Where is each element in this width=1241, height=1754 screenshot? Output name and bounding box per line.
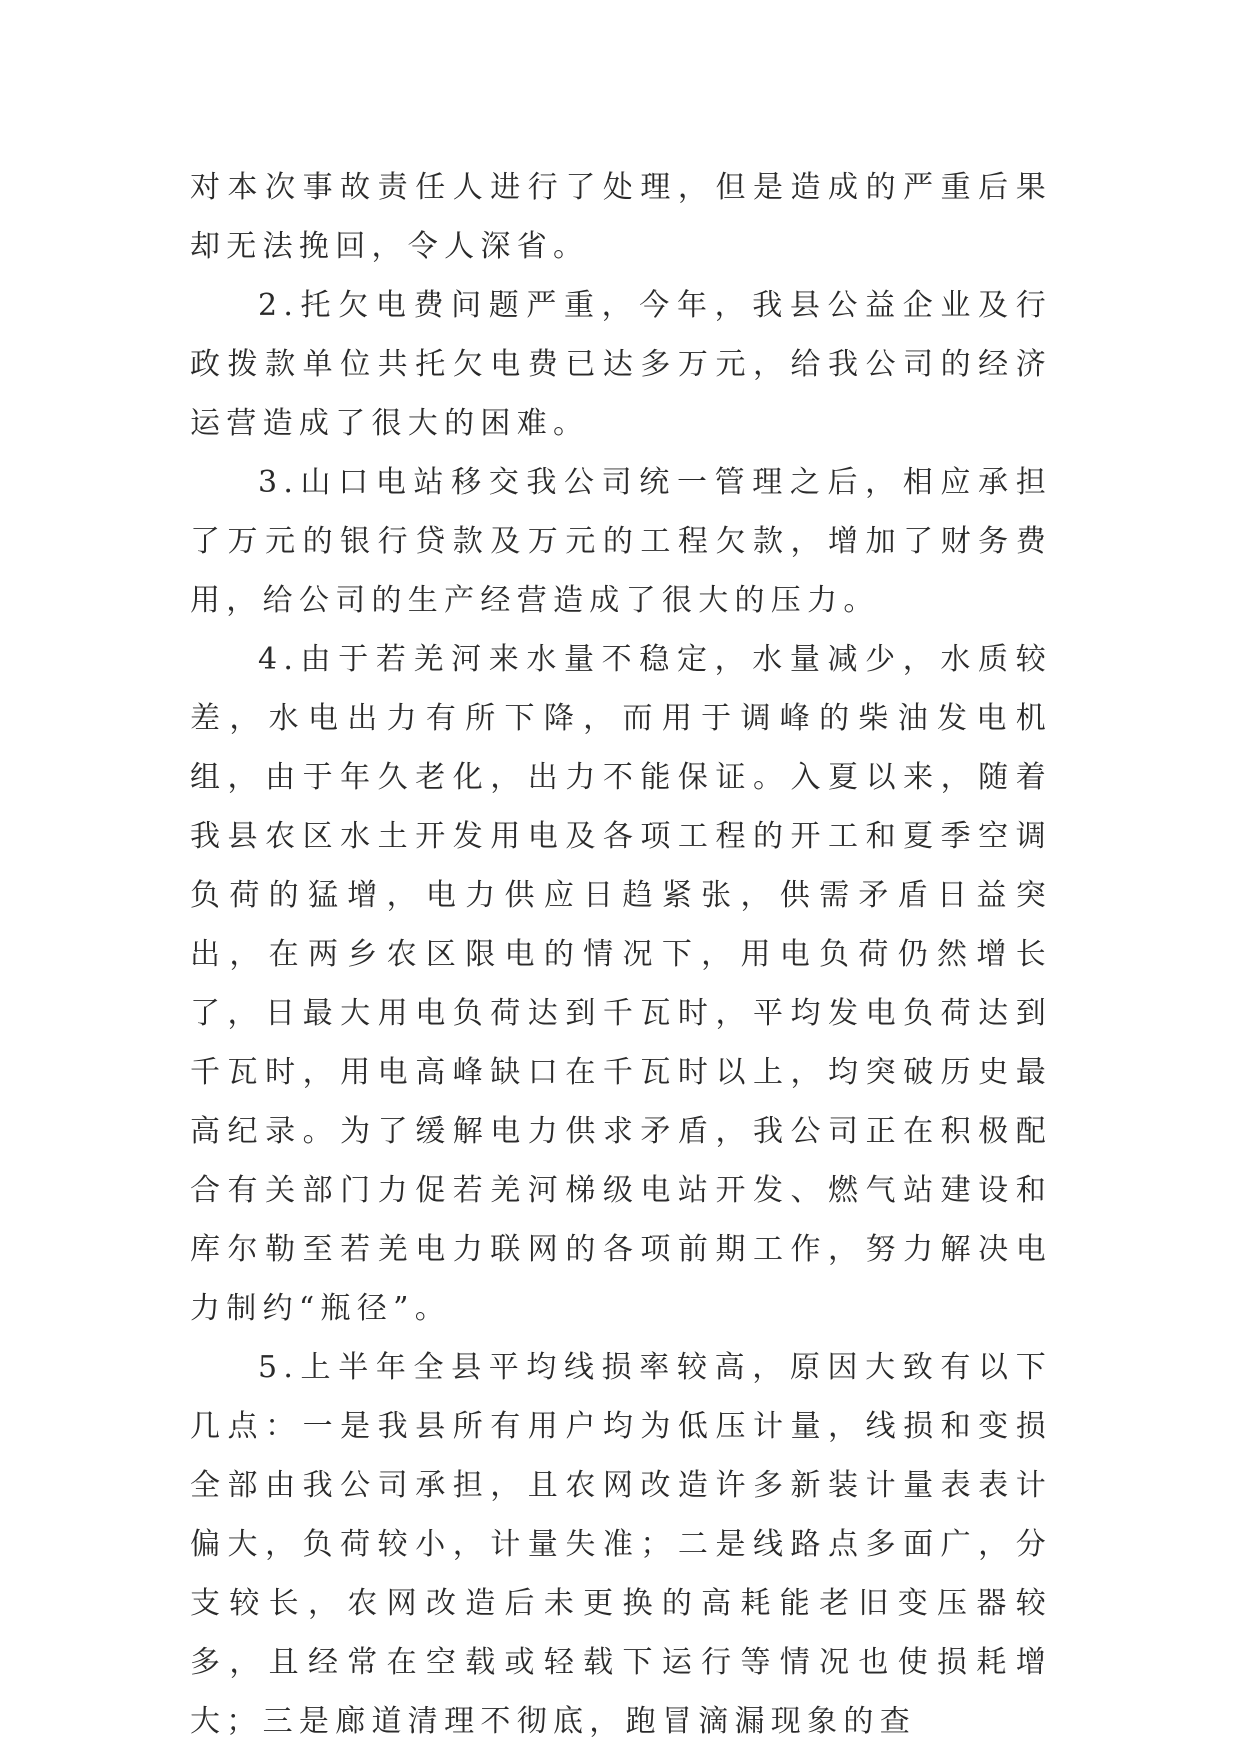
body-text — [190, 158, 1052, 1751]
paragraph-continuation: 对本次事故责任人进行了处理，但是造成的严重后果却无法挽回，令人深省。 — [190, 170, 1052, 264]
paragraph-item-3: 3.山口电站移交我公司统一管理之后，相应承担了万元的银行贷款及万元的工程欠款，增加了财务费用，给公司的生产经营造成了很大的压力。 — [190, 465, 1052, 618]
paragraph-item-2: 2.托欠电费问题严重，今年，我县公益企业及行政拨款单位共托欠电费已达多万元，给我公司的经济运营造成了很大的困难。 — [190, 288, 1052, 441]
paragraph-item-4: 4.由于若羌河来水量不稳定，水量减少，水质较差，水电出力有所下降，而用于调峰的柴油发电机组，由于年久老化，出力不能保证。入夏以来，随着我县农区水土开发用电及各项工程的开工和夏季空调负荷的猛增，电力供应日趋紧张，供需矛盾日益突出，在两乡农区限电的情况下，用电负荷仍然增长了，日最大用电负荷达到千瓦时，平均发电负荷达到千瓦时，用电高峰缺口在千瓦时以上，均突破历史最高纪录。为了缓解电力供求矛盾，我公司正在积极配合有关部门力促若羌河梯级电站开发、燃气站建设和库尔勒至若羌电力联网的各项前期工作，努力解决电力制约“瓶径”。 — [190, 642, 1052, 1326]
paragraph-item-5: 5.上半年全县平均线损率较高，原因大致有以下几点：一是我县所有用户均为低压计量，线损和变损全部由我公司承担，且农网改造许多新装计量表表计偏大，负荷较小，计量失准；二是线路点多面广，分支较长，农网改造后未更换的高耗能老旧变压器较多，且经常在空载或轻载下运行等情况也使损耗增大；三是廊道清理不彻底，跑冒滴漏现象的查 — [190, 1350, 1052, 1739]
